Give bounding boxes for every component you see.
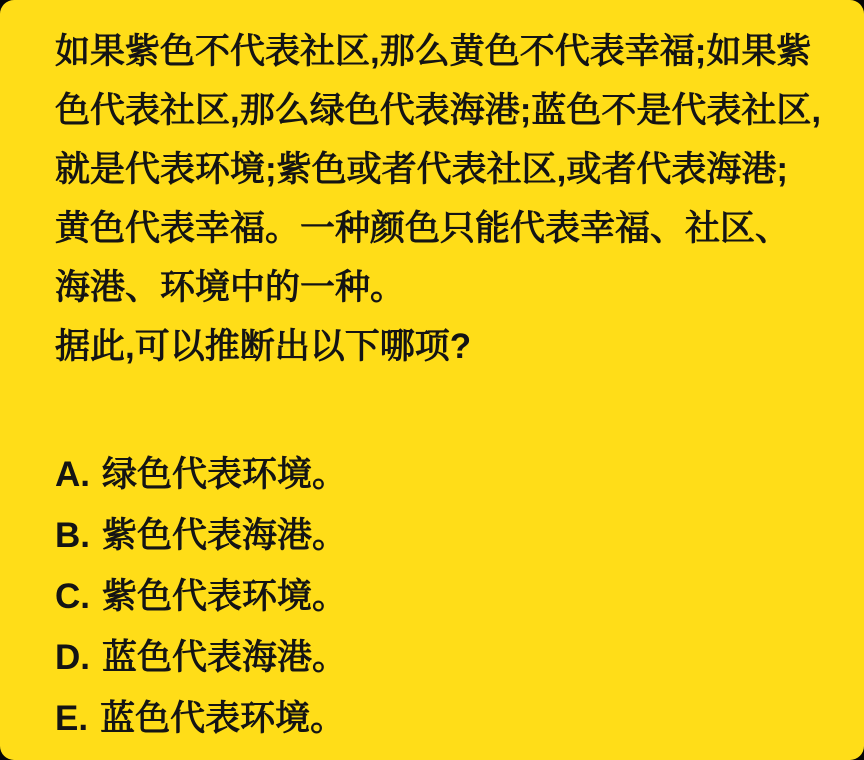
option-d	[55, 627, 824, 688]
question-line-3: 就是代表环境;紫色或者代表社区,或者代表海港;	[55, 150, 789, 189]
question-line-5: 海港、环境中的一种。	[55, 268, 406, 307]
option-c-text: 紫色代表环境。	[102, 577, 348, 616]
option-b	[55, 505, 824, 566]
option-a	[55, 444, 824, 505]
question-prompt: 据此,可以推断出以下哪项?	[55, 327, 472, 366]
option-c-label: C.	[55, 577, 90, 616]
option-e	[55, 688, 824, 749]
option-e-label: E.	[55, 699, 89, 738]
question-line-2: 色代表社区,那么绿色代表海港;蓝色不是代表社区,	[55, 91, 822, 130]
option-a-text: 绿色代表环境。	[102, 455, 348, 494]
option-d-text: 蓝色代表海港。	[102, 638, 348, 677]
question-text	[0, 0, 864, 376]
option-c	[55, 566, 824, 627]
option-a-label: A.	[55, 455, 90, 494]
option-e-text: 蓝色代表环境。	[100, 699, 346, 738]
option-b-text: 紫色代表海港。	[102, 516, 348, 555]
question-line-4: 黄色代表幸福。一种颜色只能代表幸福、社区、	[55, 209, 791, 248]
option-d-label: D.	[55, 638, 90, 677]
options-list	[0, 444, 864, 749]
option-b-label: B.	[55, 516, 90, 555]
question-line-1: 如果紫色不代表社区,那么黄色不代表幸福;如果紫	[55, 32, 812, 71]
